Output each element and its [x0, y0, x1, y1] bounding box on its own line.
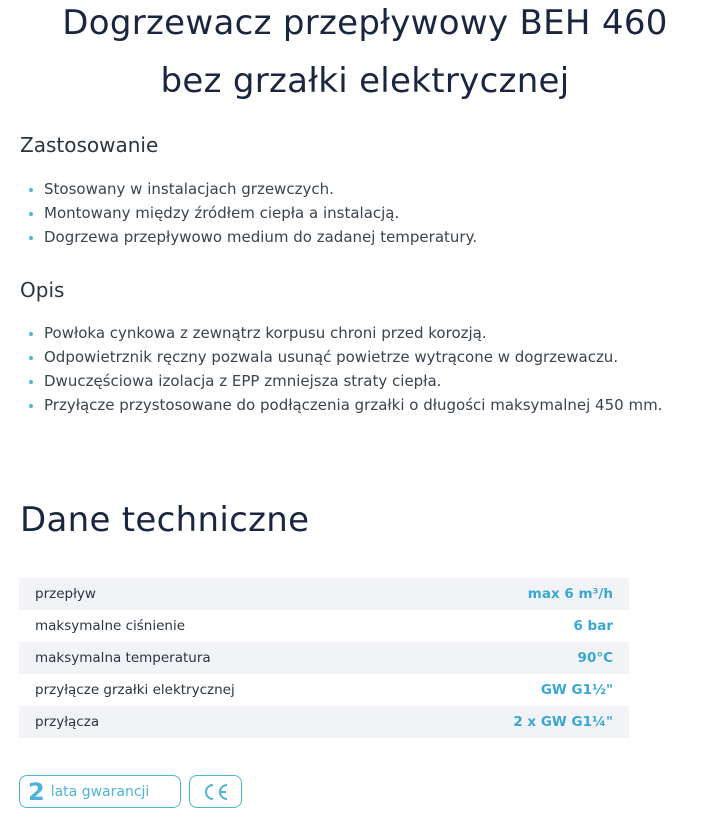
- list-item: Przyłącze przystosowane do podłączenia grzałki o długości maksymalnej 450 mm.: [20, 393, 662, 417]
- table-row: [19, 642, 629, 674]
- spec-label: maksymalne ciśnienie: [35, 618, 186, 634]
- page-title: [20, 0, 720, 110]
- table-row: [19, 674, 629, 706]
- list-item: Stosowany w instalacjach grzewczych.: [20, 177, 477, 201]
- spec-value: GW G1½": [540, 682, 613, 698]
- list-item: Dogrzewa przepływowo medium do zadanej temperatury.: [20, 225, 477, 249]
- spec-value: 2 x GW G1¼": [408, 706, 629, 738]
- table-row: [19, 610, 629, 642]
- list-item: Powłoka cynkowa z zewnątrz korpusu chroni przed korozją.: [20, 321, 662, 345]
- zastosowanie-list: [20, 177, 477, 249]
- warranty-years: 2: [28, 777, 45, 806]
- list-item: Odpowietrznik ręczny pozwala usunąć powietrze wytrącone w dogrzewaczu.: [20, 345, 662, 369]
- page-title-line-2: bez grzałki elektrycznej: [160, 61, 570, 101]
- section-heading-zastosowanie: Zastosowanie: [20, 133, 159, 157]
- spec-value: 90°C: [408, 642, 629, 674]
- ce-badge: [189, 775, 242, 808]
- section-heading-opis: Opis: [20, 278, 65, 302]
- table-row: [19, 578, 629, 610]
- opis-list: [20, 321, 662, 417]
- ce-mark-icon: [201, 782, 231, 802]
- spec-value: max 6 m³/h: [408, 578, 629, 610]
- warranty-badge: [19, 775, 181, 808]
- badges: [19, 775, 242, 808]
- spec-label: maksymalna temperatura: [19, 642, 408, 674]
- page-title-line-1: Dogrzewacz przepływowy BEH 460: [62, 3, 668, 43]
- spec-label: przyłącze grzałki elektrycznej: [35, 682, 235, 698]
- list-item: Dwuczęściowa izolacja z EPP zmniejsza straty ciepła.: [20, 369, 662, 393]
- specs-table: [19, 578, 629, 738]
- table-row: [19, 706, 629, 738]
- spec-label: przyłącza: [19, 706, 408, 738]
- warranty-label: lata gwarancji: [50, 783, 150, 800]
- spec-value: 6 bar: [573, 618, 613, 634]
- list-item: Montowany między źródłem ciepła a instalacją.: [20, 201, 477, 225]
- section-heading-dane-techniczne: Dane techniczne: [20, 500, 310, 540]
- spec-label: przepływ: [19, 578, 408, 610]
